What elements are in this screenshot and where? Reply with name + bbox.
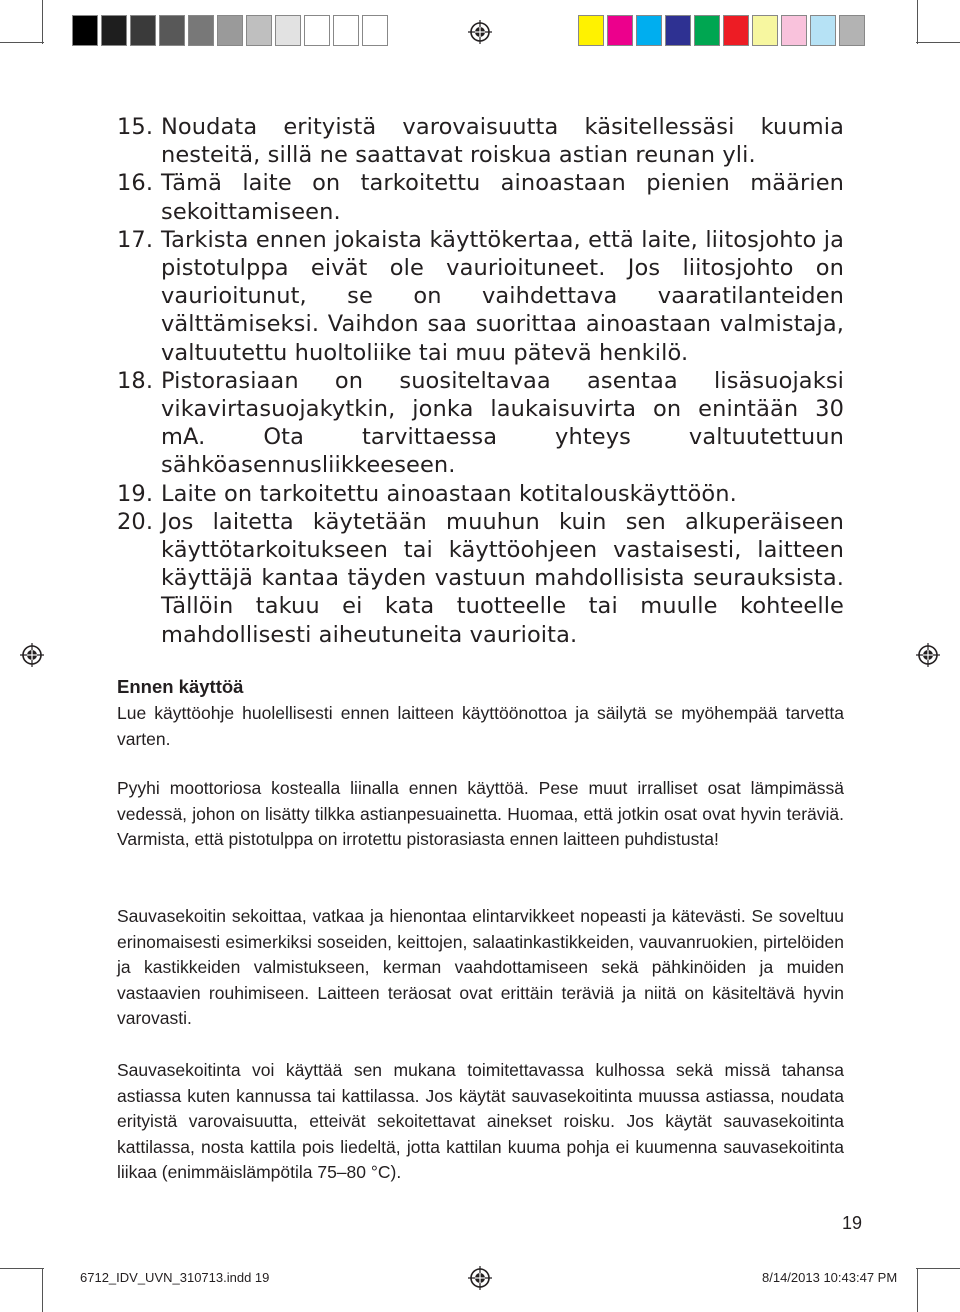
crop-mark [916, 42, 960, 43]
color-swatch [304, 15, 330, 46]
color-swatch [159, 15, 185, 46]
color-swatch [578, 15, 604, 46]
list-item-number: 16. [117, 170, 154, 197]
color-swatch [839, 15, 865, 46]
list-item-text: Tämä laite on tarkoitettu ainoastaan pienien määrien sekoittamiseen. [161, 170, 844, 225]
crop-mark [917, 0, 918, 44]
list-item-text: Tarkista ennen jokaista käyttökertaa, että laite, liitosjohto ja pistotulppa eivät ole vaurioituneet. Jos liitosjohto on vaurioitunut, se on vaihdettava vaaratilanteiden välttämiseksi. Vaihdon saa suorittaa ainoastaan valmistaja, valtuutettu huoltoliike tai muu pätevä henkilö. [161, 226, 844, 366]
color-swatch [694, 15, 720, 46]
color-swatch [781, 15, 807, 46]
color-swatch [72, 15, 98, 46]
color-swatch [275, 15, 301, 46]
list-item-number: 18. [117, 367, 154, 394]
color-swatch [130, 15, 156, 46]
color-swatch [101, 15, 127, 46]
color-swatch [246, 15, 272, 46]
color-swatch [188, 15, 214, 46]
list-item-text: Pistorasiaan on suositeltavaa asentaa lisäsuojaksi vikavirtasuojakytkin, jonka laukaisuvirta on enintään 30 mA. Ota tarvittaessa yhteys valtuutettuun sähköasennusliikkeeseen. [161, 367, 844, 479]
list-item-text: Jos laitetta käytetään muuhun kuin sen alkuperäiseen käyttötarkoitukseen tai käyttöohjeen vastaisesti, laitteen käyttäjä kantaa täyden vastuun mahdollisista seurauksista. Tällöin takuu ei kata tuotteelle tai muulle kohteelle mahdollisesti aiheutuneita vaurioita. [161, 508, 844, 648]
color-swatch [636, 15, 662, 46]
list-item [117, 508, 844, 649]
paragraph: Sauvasekoitin sekoittaa, vatkaa ja hienontaa elintarvikkeet nopeasti ja kätevästi. Se soveltuu erinomaisesti esimerkiksi soseiden, keittojen, salaatinkastikkeiden, vauvanruokien, pirtelöiden ja kastikkeiden valmistukseen, kerman vaahdottamiseen sekä pähkinöiden ja muiden vastaavien rouhimiseen. Laitteen teräosat ovat erittäin teräviä ja niitä on käsiteltävä hyvin varovasti. [117, 906, 844, 1029]
list-item-number: 17. [117, 226, 154, 253]
color-swatch [665, 15, 691, 46]
safety-instructions-list [117, 113, 844, 649]
paragraph: Lue käyttöohje huolellisesti ennen laitteen käyttöönottoa ja säilytä se myöhempää tarvetta varten. [117, 703, 844, 749]
registration-mark-icon [468, 20, 492, 44]
list-item-number: 15. [117, 114, 154, 140]
paragraph: Sauvasekoitinta voi käyttää sen mukana toimitettavassa kulhossa sekä missä tahansa astiassa kuten kannussa tai kattilassa. Jos käytät sauvasekoitinta muussa astiassa, noudata erityistä varovaisuutta, etteivät sekoitettavat ainekset roisku. Jos käytät sauvasekoitinta kattilassa, nosta kattila pois liedeltä, jotta kattilan kuuma pohja ei kuumenna sauvasekoitinta liikaa (enimmäislämpötila 75–80 °C). [117, 1060, 844, 1183]
registration-mark-icon [468, 1266, 492, 1290]
crop-mark [42, 1268, 43, 1312]
color-swatch [217, 15, 243, 46]
paragraph: Pyyhi moottoriosa kostealla liinalla ennen käyttöä. Pese muut irralliset osat lämpimässä vedessä, johon on lisätty tilkka astianpesuainetta. Huomaa, että jotkin osat ovat hyvin teräviä. Varmista, että pistotulppa on irrotettu pistorasiasta ennen laitteen puhdistusta! [117, 778, 844, 850]
list-item [117, 169, 844, 225]
list-item [117, 367, 844, 480]
cmyk-color-bar [578, 15, 868, 46]
color-swatch [607, 15, 633, 46]
registration-mark-icon [20, 643, 44, 667]
color-swatch [723, 15, 749, 46]
color-swatch [362, 15, 388, 46]
slug-timestamp: 8/14/2013 10:43:47 PM [762, 1270, 898, 1285]
crop-mark [917, 1268, 918, 1312]
grayscale-color-bar [72, 15, 391, 46]
color-swatch [752, 15, 778, 46]
crop-mark [0, 42, 44, 43]
color-swatch [810, 15, 836, 46]
registration-mark-icon [916, 643, 940, 667]
list-item [117, 480, 844, 508]
slug-file-name: 6712_IDV_UVN_310713.indd 19 [80, 1270, 270, 1285]
list-item [117, 113, 844, 169]
list-item [117, 226, 844, 367]
crop-mark [0, 1268, 44, 1269]
list-item-number: 20. [117, 508, 154, 535]
color-swatch [333, 15, 359, 46]
list-item-number: 19. [117, 480, 154, 507]
page-number: 19 [842, 1213, 863, 1233]
section-heading: Ennen käyttöä [117, 676, 244, 697]
crop-mark [916, 1268, 960, 1269]
list-item-text: Laite on tarkoitettu ainoastaan kotitalouskäyttöön. [161, 480, 737, 507]
list-item-text: Noudata erityistä varovaisuutta käsitellessäsi kuumia nesteitä, sillä ne saattavat roiskua astian reunan yli. [161, 114, 844, 169]
crop-mark [42, 0, 43, 44]
